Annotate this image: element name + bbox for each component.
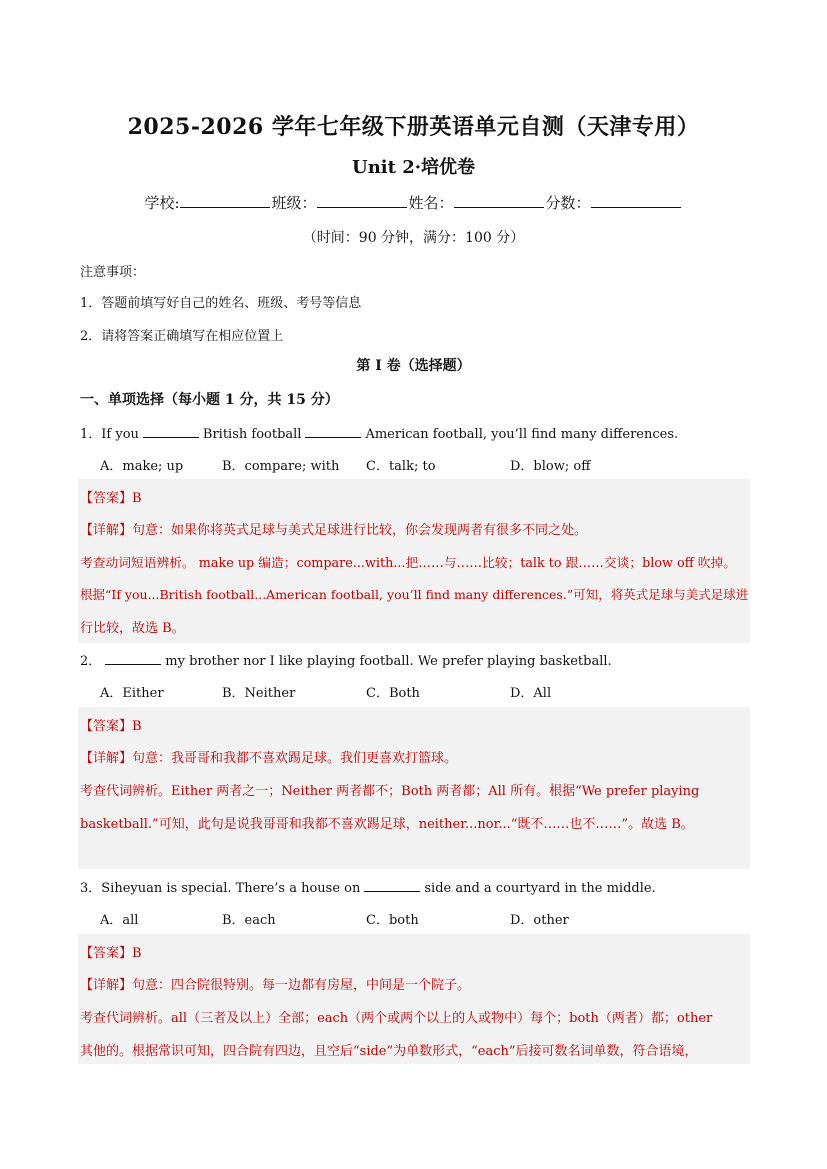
- student-info-line: [0, 192, 827, 213]
- question-2-explain-3: basketball.”可知，此句是说我哥哥和我都不喜欢踢足球，neither...nor...“既不……也不……”。故选 B。: [80, 817, 694, 832]
- question-3-text-a: 3．Siheyuan is special. There’s a house on: [80, 881, 361, 896]
- question-3-text-b: side and a courtyard in the middle.: [424, 881, 656, 896]
- school-blank[interactable]: [180, 193, 270, 208]
- question-2-explain-2: 考查代词辨析。Either 两者之一；Neither 两者都不；Both 两者都；All 所有。根据“We prefer playing: [80, 784, 700, 799]
- question-2-option-c[interactable]: C．Both: [366, 686, 420, 701]
- question-1-explain-4: 行比较，故选 B。: [80, 621, 185, 636]
- question-1-explain-1: 【详解】句意：如果你将英式足球与美式足球进行比较，你会发现两者有很多不同之处。: [80, 523, 588, 538]
- question-3: [80, 877, 656, 896]
- question-3-explain-1: 【详解】句意：四合院很特别。每一边都有房屋，中间是一个院子。: [80, 978, 471, 993]
- question-3-explain-2: 考查代词辨析。all（三者及以上）全部；each（两个或两个以上的人或物中）每个；both（两者）都；other: [80, 1011, 713, 1026]
- school-label: 学校:: [144, 194, 180, 212]
- question-2-answer: 【答案】B: [80, 719, 142, 734]
- question-3-blank-1[interactable]: [364, 879, 420, 892]
- question-1: [80, 423, 678, 442]
- score-label: 分数：: [545, 194, 591, 212]
- question-3-answer: 【答案】B: [80, 946, 142, 961]
- question-1-blank-1[interactable]: [143, 425, 199, 438]
- question-1-option-a[interactable]: A．make; up: [100, 459, 184, 474]
- score-blank[interactable]: [591, 193, 681, 208]
- question-2-blank-1[interactable]: [105, 652, 161, 665]
- question-3-answer-box: [78, 934, 750, 1064]
- question-2-text-a: 2．: [80, 654, 102, 669]
- notes-heading: 注意事项：: [80, 265, 146, 280]
- question-3-option-a[interactable]: A．all: [100, 913, 139, 928]
- exam-subtitle: Unit 2·培优卷: [352, 157, 475, 178]
- question-1-explain-2: 考查动词短语辨析。 make up 编造；compare...with...把……与……比较；talk to 跟……交谈；blow off 吹掉。: [80, 556, 737, 571]
- question-1-text-b: British football: [202, 427, 302, 442]
- question-1-answer: 【答案】B: [80, 491, 142, 506]
- question-1-option-c[interactable]: C．talk; to: [366, 459, 436, 474]
- question-2-answer-box: [78, 707, 750, 869]
- question-2: [80, 650, 612, 669]
- question-1-text-c: American football, you’ll find many differences.: [365, 427, 679, 442]
- class-label: 班级：: [271, 194, 317, 212]
- question-3-option-d[interactable]: D．other: [510, 913, 569, 928]
- note-item-1: 1．答题前填写好自己的姓名、班级、考号等信息: [80, 296, 362, 311]
- question-2-explain-1: 【详解】句意：我哥哥和我都不喜欢踢足球。我们更喜欢打篮球。: [80, 751, 458, 766]
- question-1-option-b[interactable]: B．compare; with: [222, 459, 340, 474]
- question-2-option-a[interactable]: A．Either: [100, 686, 164, 701]
- question-3-explain-3: 其他的。根据常识可知，四合院有四边，且空后“side”为单数形式，“each”后接可数名词单数，符合语境，: [80, 1044, 698, 1059]
- question-1-text-a: 1．If you: [80, 427, 139, 442]
- name-label: 姓名：: [408, 194, 454, 212]
- name-blank[interactable]: [454, 193, 544, 208]
- time-note: （时间：90 分钟，满分：100 分）: [302, 230, 525, 246]
- note-item-2: 2．请将答案正确填写在相应位置上: [80, 329, 284, 344]
- question-3-option-b[interactable]: B．each: [222, 913, 276, 928]
- question-2-text-b: my brother nor I like playing football. We prefer playing basketball.: [165, 654, 612, 669]
- question-2-option-d[interactable]: D．All: [510, 686, 552, 701]
- question-1-explain-3: 根据“If you...British football...American football, you’ll find many differences.”可知，将英式足球与美式足球进: [80, 587, 749, 602]
- section-title: 第 I 卷（选择题）: [356, 358, 471, 374]
- question-2-option-b[interactable]: B．Neither: [222, 686, 296, 701]
- part-title: 一、单项选择（每小题 1 分，共 15 分）: [80, 392, 339, 408]
- question-3-option-c[interactable]: C．both: [366, 913, 419, 928]
- class-blank[interactable]: [317, 193, 407, 208]
- question-1-answer-box: [78, 479, 750, 643]
- question-1-option-d[interactable]: D．blow; off: [510, 459, 591, 474]
- question-1-blank-2[interactable]: [305, 425, 361, 438]
- exam-title: 2025-2026 学年七年级下册英语单元自测（天津专用）: [127, 114, 700, 140]
